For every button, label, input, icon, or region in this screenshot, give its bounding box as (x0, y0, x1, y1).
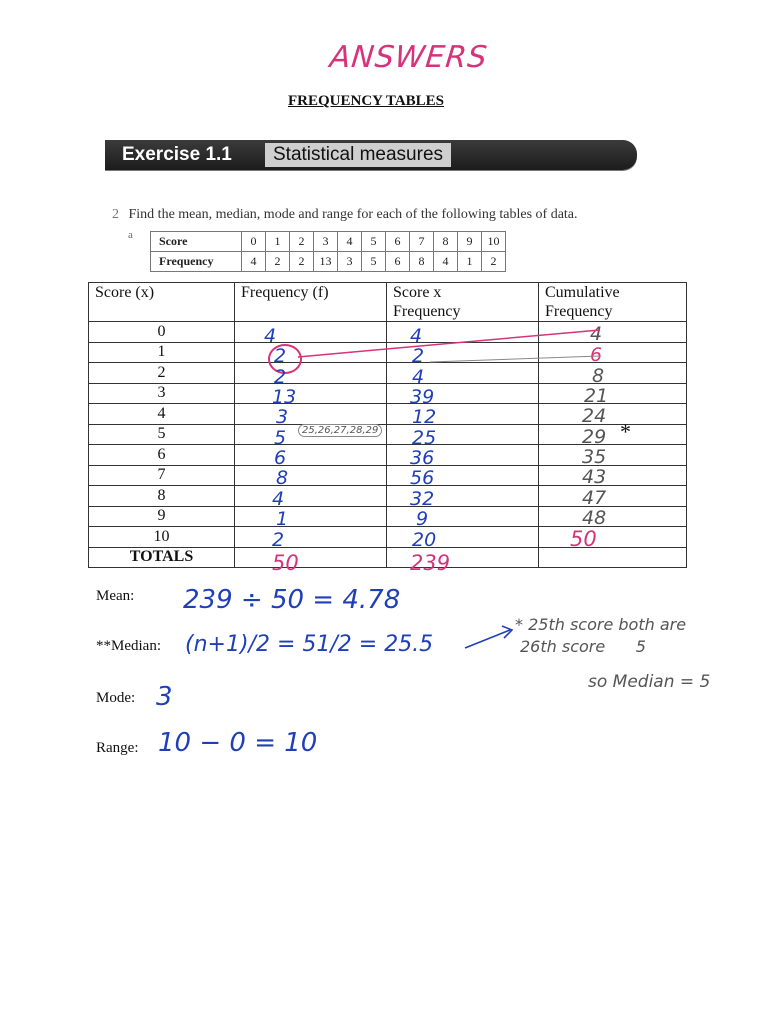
cum-value: 6 (590, 344, 603, 366)
gray-connector-line (430, 356, 600, 362)
fx-value: 56 (410, 467, 435, 489)
mean-label: Mean: (96, 588, 135, 604)
fx-value: 25 (412, 427, 437, 449)
fx-value: 12 (412, 406, 437, 428)
score-cell: 5 (362, 232, 386, 252)
fx-value: 20 (412, 529, 437, 551)
cum-value: 47 (582, 487, 607, 509)
fx-value: 2 (412, 345, 425, 367)
score-value: 4 (89, 404, 235, 425)
cum-value: 50 (570, 527, 597, 551)
frequency-cell: 5 (362, 252, 386, 272)
frequency-cell: 8 (410, 252, 434, 272)
frequency-cell: 3 (338, 252, 362, 272)
frequency-cell: 6 (386, 252, 410, 272)
cum-value: 48 (582, 507, 607, 529)
frequency-row-label: Frequency (151, 252, 242, 272)
score-row-label: Score (151, 232, 242, 252)
score-value: 0 (89, 322, 235, 343)
score-value: 10 (89, 527, 235, 548)
median-note-line1: * 25th score both are (515, 615, 687, 634)
freq-value: 8 (276, 467, 289, 489)
fx-value: 39 (410, 386, 435, 408)
fx-value: 9 (416, 508, 429, 530)
frequency-cell: 4 (434, 252, 458, 272)
cum-value: 29 (582, 426, 607, 448)
frequency-cell: 4 (242, 252, 266, 272)
score-cell: 1 (266, 232, 290, 252)
exercise-subtitle: Statistical measures (265, 143, 451, 167)
cum-value: 35 (582, 446, 607, 468)
question-body: Find the mean, median, mode and range for each of the following tables of data. (128, 207, 578, 222)
frequency-cell: 2 (290, 252, 314, 272)
score-cell: 3 (314, 232, 338, 252)
cum-value: 43 (582, 466, 607, 488)
score-cell: 7 (410, 232, 434, 252)
median-positions-note: 25,26,27,28,29 (298, 424, 382, 437)
freq-value: 6 (274, 447, 287, 469)
exercise-number: Exercise 1.1 (122, 144, 232, 165)
frequency-cell: 2 (266, 252, 290, 272)
median-label: **Median: (96, 638, 161, 654)
cum-value: 8 (592, 365, 605, 387)
freq-value: 4 (264, 325, 277, 347)
score-value: 1 (89, 342, 235, 363)
freq-value: 3 (276, 406, 289, 428)
score-value: 5 (89, 424, 235, 445)
cum-value: 4 (590, 323, 603, 345)
freq-value: 2 (274, 366, 287, 388)
page-title: FREQUENCY TABLES (288, 93, 445, 109)
mode-label: Mode: (96, 690, 136, 706)
score-cell: 2 (290, 232, 314, 252)
pink-connector-line (298, 330, 600, 357)
median-work: (n+1)/2 = 51/2 = 25.5 (185, 632, 434, 657)
freq-value: 5 (274, 427, 287, 449)
frequency-cell: 13 (314, 252, 338, 272)
total-frequency: 50 (272, 551, 299, 575)
cum-value: 21 (584, 385, 609, 407)
question-number: 2 (112, 207, 119, 222)
score-cell: 10 (482, 232, 506, 252)
frequency-cell: 1 (458, 252, 482, 272)
header-frequency: Frequency (f) (235, 283, 387, 322)
total-fx: 239 (410, 551, 451, 575)
star-mark: * (620, 419, 631, 444)
median-note-line2: 26th score 5 (520, 637, 646, 656)
score-cell: 8 (434, 232, 458, 252)
score-value: 2 (89, 363, 235, 384)
header-cumulative-frequency: Cumulative Frequency (539, 283, 687, 322)
mode-value: 3 (156, 682, 173, 712)
frequency-cell: 2 (482, 252, 506, 272)
score-cell: 9 (458, 232, 482, 252)
score-value: 6 (89, 445, 235, 466)
median-conclusion: so Median = 5 (588, 672, 711, 692)
score-value: 3 (89, 383, 235, 404)
range-work: 10 − 0 = 10 (158, 728, 318, 758)
score-value: 7 (89, 465, 235, 486)
fx-value: 4 (412, 366, 425, 388)
arrow-line (465, 630, 510, 648)
question-part: a (128, 229, 133, 241)
freq-value: 13 (272, 386, 297, 408)
fx-value: 4 (410, 325, 423, 347)
score-cell: 0 (242, 232, 266, 252)
answers-heading: ANSWERS (328, 40, 490, 75)
fx-value: 32 (410, 488, 435, 510)
header-score: Score (x) (89, 283, 235, 322)
freq-value: 1 (276, 508, 289, 530)
freq-value: 4 (272, 488, 285, 510)
fx-value: 36 (410, 447, 435, 469)
cum-value: 24 (582, 405, 607, 427)
freq-value: 2 (274, 345, 287, 367)
freq-value: 2 (272, 529, 285, 551)
score-value: 9 (89, 506, 235, 527)
mean-work: 239 ÷ 50 = 4.78 (183, 585, 401, 615)
score-cell: 6 (386, 232, 410, 252)
header-score-x-frequency: Score x Frequency (387, 283, 539, 322)
range-label: Range: (96, 740, 139, 756)
totals-label: TOTALS (89, 547, 235, 568)
score-cell: 4 (338, 232, 362, 252)
score-value: 8 (89, 486, 235, 507)
